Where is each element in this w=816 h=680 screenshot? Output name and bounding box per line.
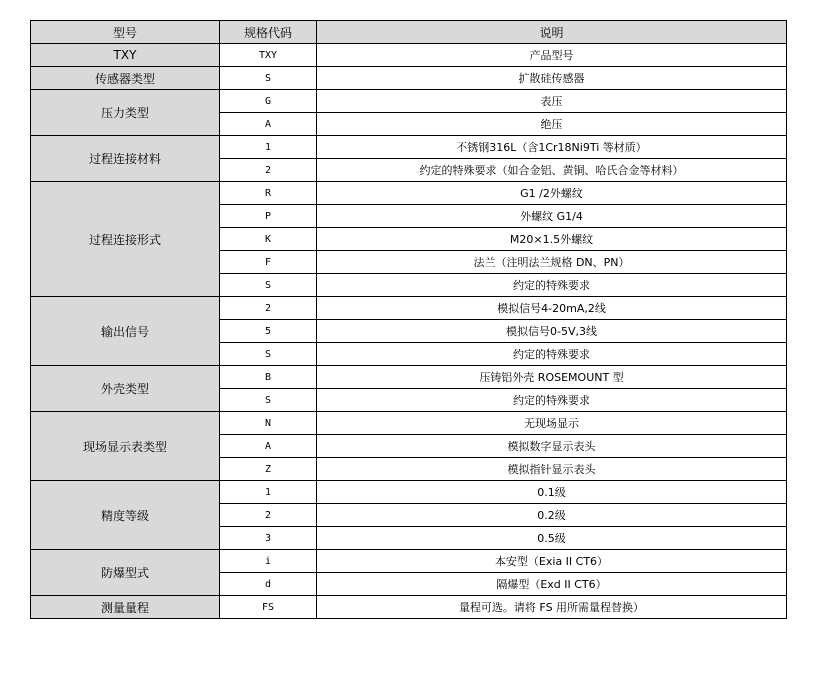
description-cell: 表压 [317, 90, 787, 113]
group-name-cell: 防爆型式 [31, 550, 220, 596]
group-name-cell: 过程连接形式 [31, 182, 220, 297]
table-row [31, 366, 787, 389]
spec-code-cell: P [220, 205, 317, 228]
spec-code-cell: G [220, 90, 317, 113]
spec-code-cell: A [220, 113, 317, 136]
spec-code-cell: S [220, 343, 317, 366]
description-cell: 约定的特殊要求（如合金铝、黄铜、哈氏合金等材料） [317, 159, 787, 182]
table-row [31, 67, 787, 90]
spec-code-cell: TXY [220, 44, 317, 67]
description-cell: 无现场显示 [317, 412, 787, 435]
spec-code-cell: d [220, 573, 317, 596]
group-name-cell: 过程连接材料 [31, 136, 220, 182]
spec-code-cell: B [220, 366, 317, 389]
spec-body [31, 44, 787, 619]
spec-code-cell: 2 [220, 159, 317, 182]
spec-code-cell: 5 [220, 320, 317, 343]
table-row [31, 44, 787, 67]
description-cell: 约定的特殊要求 [317, 343, 787, 366]
description-cell: 产品型号 [317, 44, 787, 67]
spec-code-cell: 1 [220, 136, 317, 159]
description-cell: 模拟指针显示表头 [317, 458, 787, 481]
table-row [31, 596, 787, 619]
group-name-cell: 压力类型 [31, 90, 220, 136]
description-cell: 量程可选。请将 FS 用所需量程替换） [317, 596, 787, 619]
spec-code-cell: A [220, 435, 317, 458]
spec-code-cell: R [220, 182, 317, 205]
description-cell: 约定的特殊要求 [317, 389, 787, 412]
spec-code-cell: Z [220, 458, 317, 481]
header-row [31, 21, 787, 44]
group-name-cell: 传感器类型 [31, 67, 220, 90]
spec-code-cell: 1 [220, 481, 317, 504]
header-description: 说明 [317, 21, 787, 44]
description-cell: M20×1.5外螺纹 [317, 228, 787, 251]
group-name-cell: 精度等级 [31, 481, 220, 550]
description-cell: 0.1级 [317, 481, 787, 504]
header-code: 规格代码 [220, 21, 317, 44]
table-row [31, 550, 787, 573]
description-cell: 模拟信号4-20mA,2线 [317, 297, 787, 320]
spec-code-cell: 2 [220, 297, 317, 320]
group-name-cell: 输出信号 [31, 297, 220, 366]
table-row [31, 297, 787, 320]
table-row [31, 182, 787, 205]
table-row [31, 412, 787, 435]
group-name-cell: 外壳类型 [31, 366, 220, 412]
description-cell: 0.5级 [317, 527, 787, 550]
spec-code-cell: K [220, 228, 317, 251]
table-row [31, 90, 787, 113]
group-name-cell: 测量量程 [31, 596, 220, 619]
description-cell: 0.2级 [317, 504, 787, 527]
description-cell: G1 /2外螺纹 [317, 182, 787, 205]
description-cell: 绝压 [317, 113, 787, 136]
table-row [31, 136, 787, 159]
spec-code-cell: F [220, 251, 317, 274]
spec-code-cell: i [220, 550, 317, 573]
spec-code-cell: S [220, 67, 317, 90]
table-row [31, 481, 787, 504]
description-cell: 隔爆型（Exd II CT6） [317, 573, 787, 596]
header-model: 型号 [31, 21, 220, 44]
spec-code-cell: 2 [220, 504, 317, 527]
spec-code-cell: 3 [220, 527, 317, 550]
spec-code-cell: N [220, 412, 317, 435]
description-cell: 扩散硅传感器 [317, 67, 787, 90]
description-cell: 本安型（Exia II CT6） [317, 550, 787, 573]
spec-code-cell: S [220, 389, 317, 412]
spec-code-cell: FS [220, 596, 317, 619]
group-name-cell: TXY [31, 44, 220, 67]
description-cell: 不锈钢316L（含1Cr18Ni9Ti 等材质） [317, 136, 787, 159]
group-name-cell: 现场显示表类型 [31, 412, 220, 481]
description-cell: 外螺纹 G1/4 [317, 205, 787, 228]
description-cell: 模拟数字显示表头 [317, 435, 787, 458]
description-cell: 模拟信号0-5V,3线 [317, 320, 787, 343]
spec-table [30, 20, 787, 619]
description-cell: 法兰（注明法兰规格 DN、PN） [317, 251, 787, 274]
spec-code-cell: S [220, 274, 317, 297]
description-cell: 压铸铝外壳 ROSEMOUNT 型 [317, 366, 787, 389]
description-cell: 约定的特殊要求 [317, 274, 787, 297]
